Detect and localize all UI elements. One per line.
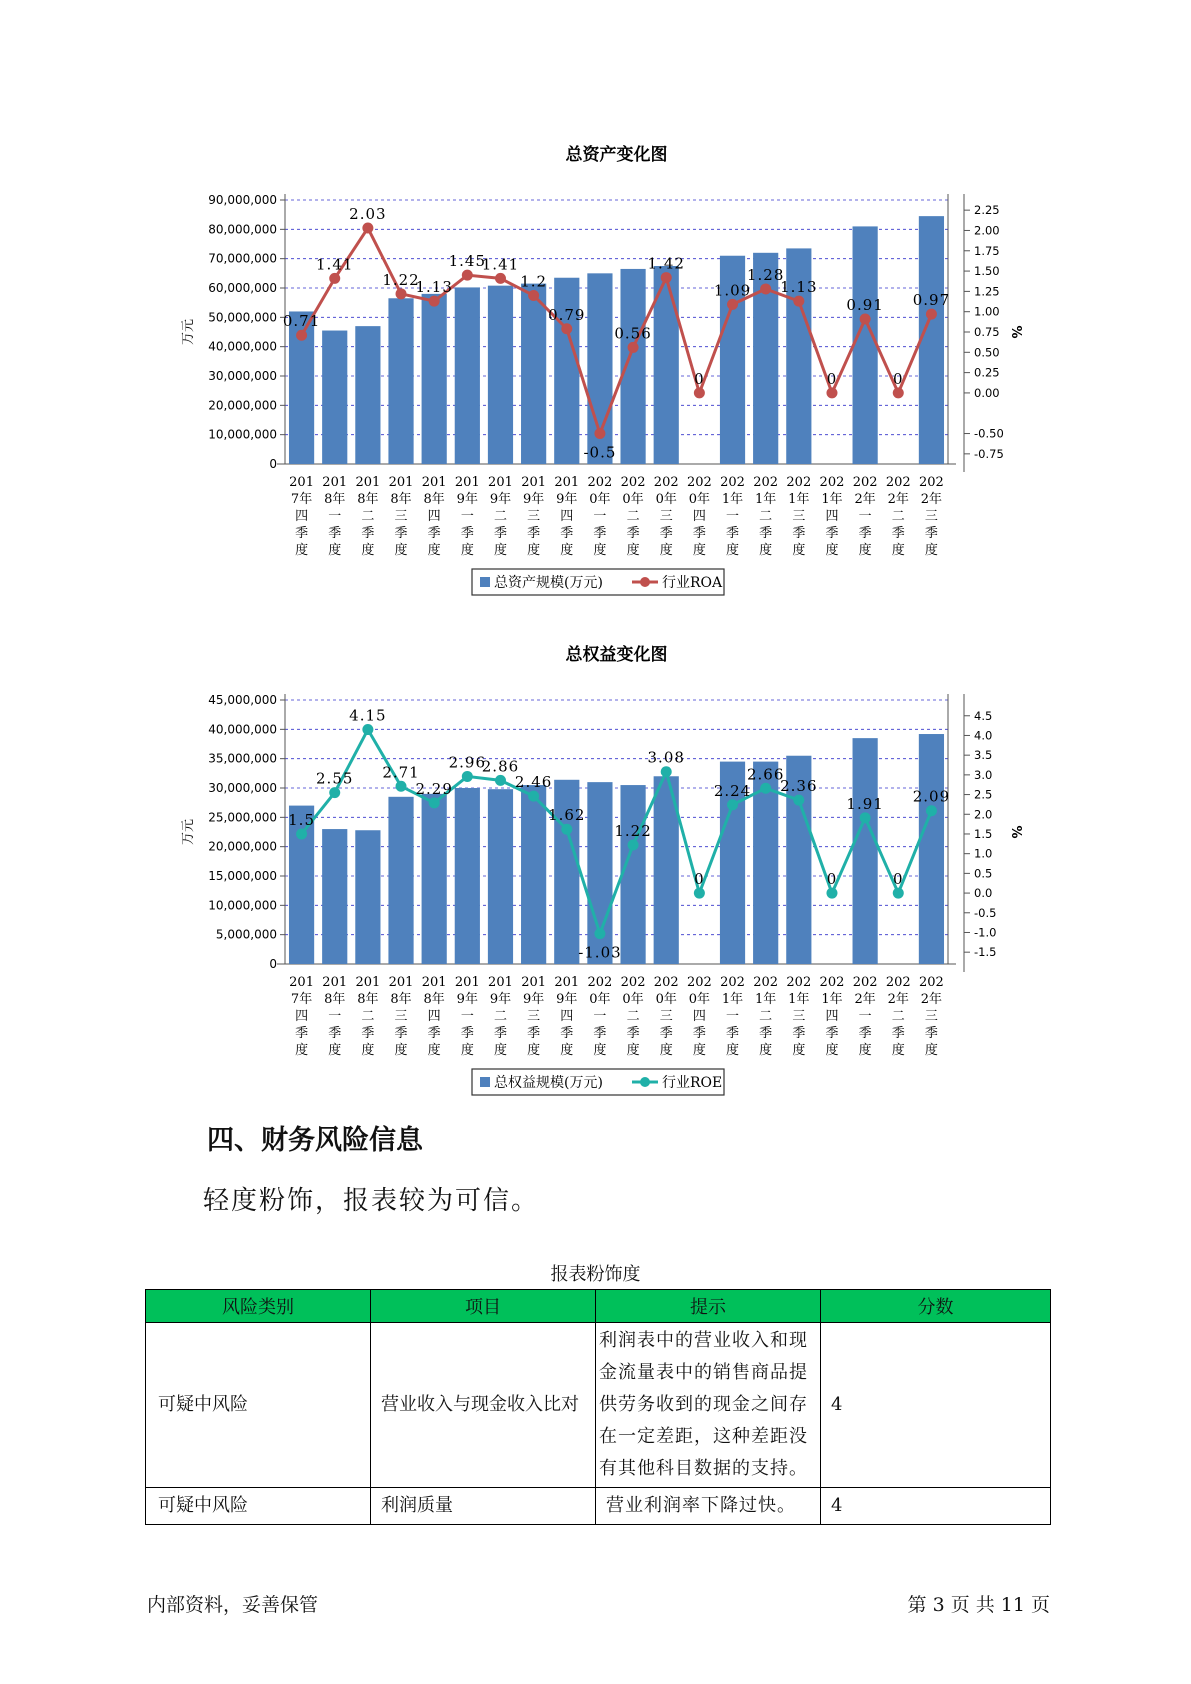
asset-bar [853,226,878,464]
data-label: 2.03 [349,205,387,224]
asset-bar [355,326,380,464]
y2-tick-label: 1.25 [974,284,1000,299]
ratio-point [926,805,937,816]
y2-tick-label: 0.75 [974,325,1000,339]
total-assets-chart-svg [0,140,1191,600]
legend-swatch-bar [480,1077,490,1087]
ratio-point [628,342,639,353]
x-tick-label: 202 1年四季度 [819,975,845,1058]
y2-tick-label: 2.5 [974,787,993,802]
x-tick-label: 201 9年一季度 [454,975,480,1058]
y-tick-label: 0 [269,957,277,971]
header-score: 分数 [821,1290,1051,1323]
y-tick-label: 30,000,000 [208,369,277,383]
x-tick-label: 202 0年四季度 [686,975,712,1058]
x-tick-label: 201 8年一季度 [322,475,348,558]
x-tick-label: 202 1年一季度 [720,475,745,558]
y-tick-label: 50,000,000 [208,310,277,325]
y-tick-label: 20,000,000 [208,839,277,854]
ratio-point [495,775,506,786]
legend-label-bar: 总权益规模(万元) [494,1075,603,1091]
y2-tick-label: 4.5 [974,708,993,723]
total-assets-chart [0,140,1191,600]
y-tick-label: 45,000,000 [208,693,277,707]
data-label: 2.55 [316,769,354,788]
x-tick-label: 201 8年三季度 [388,475,414,558]
x-tick-label: 202 1年三季度 [786,975,812,1058]
footer-page-number: 第 3 页 共 11 页 [907,1594,1050,1616]
x-tick-label: 201 8年一季度 [322,975,348,1058]
x-tick-label: 201 7年四季度 [289,475,314,558]
header-item: 项目 [371,1290,596,1323]
data-label: 1.41 [316,255,354,274]
x-tick-label: 202 2年一季度 [852,975,878,1058]
y2-tick-label: -1.5 [974,945,997,960]
ratio-point [893,387,904,398]
y-tick-label: 90,000,000 [208,193,277,207]
x-tick-label: 202 2年三季度 [919,975,944,1058]
table-caption: 报表粉饰度 [550,1264,641,1285]
data-label: 2.24 [713,781,752,800]
footer-confidential: 内部资料，妥善保管 [147,1594,319,1616]
y-tick-label: 5,000,000 [215,927,277,942]
cell-score: 4 [821,1488,1051,1525]
ratio-point [329,273,340,284]
table-row [146,1323,1051,1488]
asset-bar [488,789,513,964]
ratio-point [561,323,572,334]
x-tick-label: 202 2年二季度 [885,475,911,558]
ratio-point [396,288,407,299]
x-tick-label: 202 1年四季度 [819,475,845,558]
data-label: 1.09 [713,281,752,300]
ratio-point [495,273,506,284]
ratio-point [926,309,937,320]
data-label: 2.96 [448,753,487,772]
total-equity-chart-svg [0,640,1191,1100]
data-label: 0 [826,870,838,889]
asset-bar [388,797,413,964]
data-label: 0.71 [282,312,321,331]
data-label: 2.29 [415,779,453,798]
data-label: 0.91 [846,296,884,315]
ratio-point [628,840,639,851]
ratio-point [528,290,539,301]
y2-tick-label: 0.25 [974,365,1000,380]
y-tick-label: 70,000,000 [208,251,277,266]
ratio-point [793,795,804,806]
data-label: 2.66 [746,765,785,784]
ratio-point [826,888,837,899]
data-label: 1.62 [548,806,586,825]
cell-item: 利润质量 [371,1488,596,1525]
asset-bar [388,298,413,464]
asset-bar [455,287,480,464]
x-tick-label: 201 9年二季度 [488,975,513,1058]
ratio-point [727,299,738,310]
cell-category: 可疑中风险 [146,1323,371,1488]
data-label: 1.91 [846,794,884,813]
ratio-point [793,296,804,307]
y2-tick-label: 0.50 [974,345,1000,360]
ratio-point [594,428,605,439]
ratio-point [362,724,373,735]
y2-axis-label: % [1008,825,1023,839]
x-tick-label: 202 1年二季度 [753,975,779,1058]
data-label: 0.97 [912,291,951,310]
ratio-point [462,270,473,281]
asset-bar [488,286,513,464]
x-tick-label: 201 9年四季度 [554,475,580,558]
chart-title: 总权益变化图 [565,645,668,665]
data-label: 2.09 [912,787,951,806]
data-label: 3.08 [647,748,685,767]
asset-bar [422,294,447,464]
ratio-point [594,928,605,939]
data-label: 1.13 [780,278,818,297]
x-tick-label: 201 9年二季度 [488,475,513,558]
x-tick-label: 201 7年四季度 [289,975,314,1058]
ratio-point [362,223,373,234]
risk-table [145,1289,1051,1525]
x-tick-label: 202 2年二季度 [885,975,911,1058]
y-tick-label: 10,000,000 [208,427,277,442]
ratio-point [727,799,738,810]
asset-bar [853,738,878,964]
cell-score: 4 [821,1323,1051,1488]
x-tick-label: 201 9年三季度 [521,475,547,558]
ratio-point [826,387,837,398]
data-label: 0 [893,870,904,889]
data-label: 1.13 [415,278,453,297]
table-header-row [146,1290,1051,1323]
legend-swatch-dot [640,1077,650,1087]
y2-tick-label: 1.5 [974,826,993,841]
data-label: 4.15 [349,706,387,725]
asset-bar [521,785,546,964]
ratio-point [561,824,572,835]
y-tick-label: 40,000,000 [208,339,277,354]
y2-tick-label: 1.75 [974,243,1000,258]
ratio-point [661,272,672,283]
y2-tick-label: -0.5 [974,905,997,920]
y2-tick-label: -1.0 [974,925,997,940]
ratio-point [760,283,771,294]
x-tick-label: 202 2年三季度 [919,475,944,558]
header-category: 风险类别 [146,1290,371,1323]
header-tip: 提示 [596,1290,821,1323]
x-tick-label: 202 0年三季度 [653,475,679,558]
x-tick-label: 201 8年四季度 [421,975,447,1058]
y2-tick-label: 2.25 [974,203,1000,218]
asset-bar [919,734,944,964]
data-label: -0.5 [583,443,617,462]
ratio-point [661,766,672,777]
ratio-point [462,771,473,782]
data-label: 1.41 [481,255,520,274]
cell-item: 营业收入与现金收入比对 [371,1323,596,1488]
data-label: 1.22 [614,822,652,841]
x-tick-label: 202 1年一季度 [720,975,745,1058]
y-axis-label: 万元 [181,318,196,346]
x-tick-label: 201 8年四季度 [421,475,447,558]
x-tick-label: 202 1年三季度 [786,475,812,558]
data-label: 0.56 [614,324,652,343]
x-tick-label: 202 2年一季度 [852,475,878,558]
x-tick-label: 201 9年一季度 [454,475,480,558]
y-tick-label: 60,000,000 [208,281,277,295]
data-label: 2.86 [481,757,520,776]
ratio-point [396,781,407,792]
data-label: 1.22 [382,270,420,289]
ratio-point [296,330,307,341]
summary-text: 轻度粉饰，报表较为可信。 [203,1186,540,1216]
legend-swatch-bar [480,577,490,587]
x-tick-label: 202 0年二季度 [620,975,646,1058]
data-label: 0 [893,369,904,388]
y2-tick-label: 1.00 [974,304,1000,319]
y-tick-label: 15,000,000 [208,869,277,883]
legend-label-line: 行业ROA [662,575,723,591]
ratio-point [694,387,705,398]
y2-tick-label: -0.50 [974,426,1004,441]
section-heading: 四、财务风险信息 [207,1125,423,1156]
x-tick-label: 202 1年二季度 [753,475,779,558]
x-tick-label: 201 9年四季度 [554,975,580,1058]
chart-title: 总资产变化图 [565,145,668,165]
x-tick-label: 201 8年二季度 [355,975,381,1058]
asset-bar [422,794,447,964]
data-label: 1.5 [288,810,316,829]
x-tick-label: 201 9年三季度 [521,975,547,1058]
y-tick-label: 35,000,000 [208,751,277,766]
x-tick-label: 201 8年三季度 [388,975,414,1058]
ratio-point [528,791,539,802]
asset-bar [919,216,944,464]
ratio-point [429,797,440,808]
y2-tick-label: 2.0 [974,807,993,822]
ratio-point [329,787,340,798]
legend-label-bar: 总资产规模(万元) [494,575,603,591]
y2-tick-label: 1.0 [974,846,993,861]
ratio-point [860,314,871,325]
data-label: -1.03 [578,943,622,962]
ratio-point [429,296,440,307]
y2-tick-label: 2.00 [974,223,1000,238]
x-tick-label: 202 0年三季度 [653,975,679,1058]
total-equity-chart [0,640,1191,1100]
legend-swatch-dot [640,577,650,587]
ratio-point [860,812,871,823]
asset-bar [322,829,347,964]
data-label: 1.45 [448,252,487,271]
table-row [146,1488,1051,1525]
y-tick-label: 40,000,000 [208,722,277,737]
y-tick-label: 80,000,000 [208,222,277,237]
ratio-point [694,888,705,899]
legend-label-line: 行业ROE [662,1075,723,1091]
y-tick-label: 0 [269,457,277,471]
y-tick-label: 20,000,000 [208,398,277,413]
data-label: 0 [694,369,705,388]
data-label: 2.71 [382,763,420,782]
asset-bar [521,284,546,464]
y2-axis-label: % [1008,325,1023,339]
y2-tick-label: 0.00 [974,385,1000,400]
cell-category: 可疑中风险 [146,1488,371,1525]
y2-tick-label: 0.5 [974,866,993,881]
x-tick-label: 202 0年四季度 [686,475,712,558]
data-label: 0 [826,369,838,388]
ratio-point [893,888,904,899]
y-tick-label: 25,000,000 [208,810,277,825]
y2-tick-label: 0.0 [974,886,993,901]
asset-bar [355,830,380,964]
ratio-point [296,828,307,839]
y2-tick-label: -0.75 [974,446,1004,461]
data-label: 1.42 [647,254,685,273]
data-label: 1.28 [746,265,785,284]
x-tick-label: 202 0年二季度 [620,475,646,558]
data-label: 2.36 [780,777,818,796]
y2-tick-label: 1.50 [974,264,1000,279]
y-axis-label: 万元 [181,818,196,846]
cell-tip: 营业利润率下降过快。 [596,1488,821,1525]
x-tick-label: 202 0年一季度 [587,475,613,558]
x-tick-label: 201 8年二季度 [355,475,381,558]
data-label: 1.2 [520,272,548,291]
cell-tip: 利润表中的营业收入和现金流量表中的销售商品提供劳务收到的现金之间存在一定差距，这种差距没有其他科目数据的支持。 [596,1323,821,1488]
data-label: 0 [694,870,705,889]
ratio-point [760,783,771,794]
data-label: 0.79 [548,305,586,324]
y2-tick-label: 4.0 [974,728,993,743]
asset-bar [620,785,645,964]
asset-bar [322,331,347,464]
x-tick-label: 202 0年一季度 [587,975,613,1058]
data-label: 2.46 [514,773,553,792]
y2-tick-label: 3.5 [974,748,993,763]
y-tick-label: 30,000,000 [208,781,277,795]
y-tick-label: 10,000,000 [208,898,277,913]
asset-bar [455,788,480,964]
y2-tick-label: 3.0 [974,767,993,782]
